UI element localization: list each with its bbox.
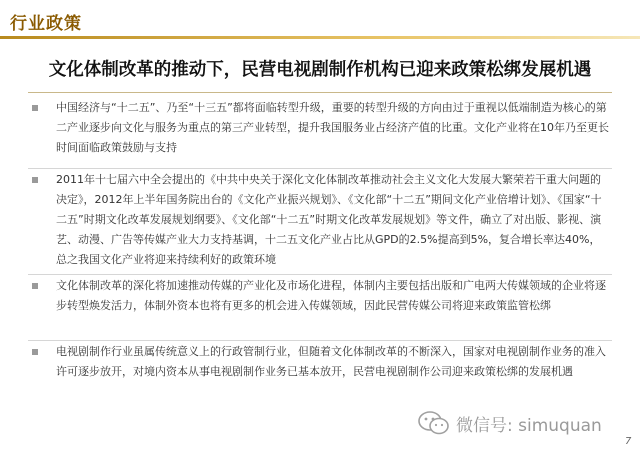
header-divider <box>0 36 640 39</box>
bullet-text: 文化体制改革的深化将加速推动传媒的产业化及市场化进程，体制内主要包括出版和广电两大传媒领域的企业将逐步转型焕发活力，体制外资本也将有更多的机会进入传媒领域，因此民营传媒公司将迎来政策监管松绑 <box>56 279 606 312</box>
section-header <box>0 0 640 40</box>
section-label: 行业政策 <box>10 14 82 34</box>
bullet-text: 中国经济与“十二五”、乃至“十三五”都将面临转型升级，重要的转型升级的方向由过于重视以低端制造为核心的第二产业逐步向文化与服务为重点的第三产业转型，提升我国服务业占经济产值的比重。文化产业将在10年乃至更长时间面临政策鼓励与支持 <box>56 101 609 154</box>
bullet-marker <box>32 283 38 289</box>
slide-headline: 文化体制改革的推动下，民营电视剧制作机构已迎来政策松绑发展机遇 <box>48 60 592 80</box>
bullet-separator <box>28 340 612 341</box>
bullet-text: 2011年十七届六中全会提出的《中共中央关于深化文化体制改革推动社会主义文化大发展大繁荣若干重大问题的决定》，2012年上半年国务院出台的《文化产业振兴规划》、《文化部“十二五”期间文化产业倍增计划》、《国家“十二五”时期文化改革发展规划纲要》、《文化部“十二五”时期文化改革发展规划》等文件，确立了对出版、影视、演艺、动漫、广告等传媒产业大力支持基调，十二五文化产业占比从GPD的2.5%提高到5%，复合增长率达40%，总之我国文化产业将迎来持续利好的政策环境 <box>56 173 602 266</box>
bullet-marker <box>32 349 38 355</box>
wechat-icon <box>418 410 450 436</box>
watermark-label: 微信号: simuquan <box>456 415 602 436</box>
bullet-text: 电视剧制作行业虽属传统意义上的行政管制行业，但随着文化体制改革的不断深入，国家对电视剧制作业务的准入许可逐步放开，对境内资本从事电视剧制作业务已基本放开，民营电视剧制作公司迎来政策松绑的发展机遇 <box>56 345 606 378</box>
bullet-separator <box>28 168 612 169</box>
headline-divider <box>28 92 612 93</box>
bullet-separator <box>28 274 612 275</box>
bullet-marker <box>32 177 38 183</box>
bullet-marker <box>32 105 38 111</box>
wechat-watermark <box>418 409 602 437</box>
page-number: 7 <box>625 436 632 447</box>
